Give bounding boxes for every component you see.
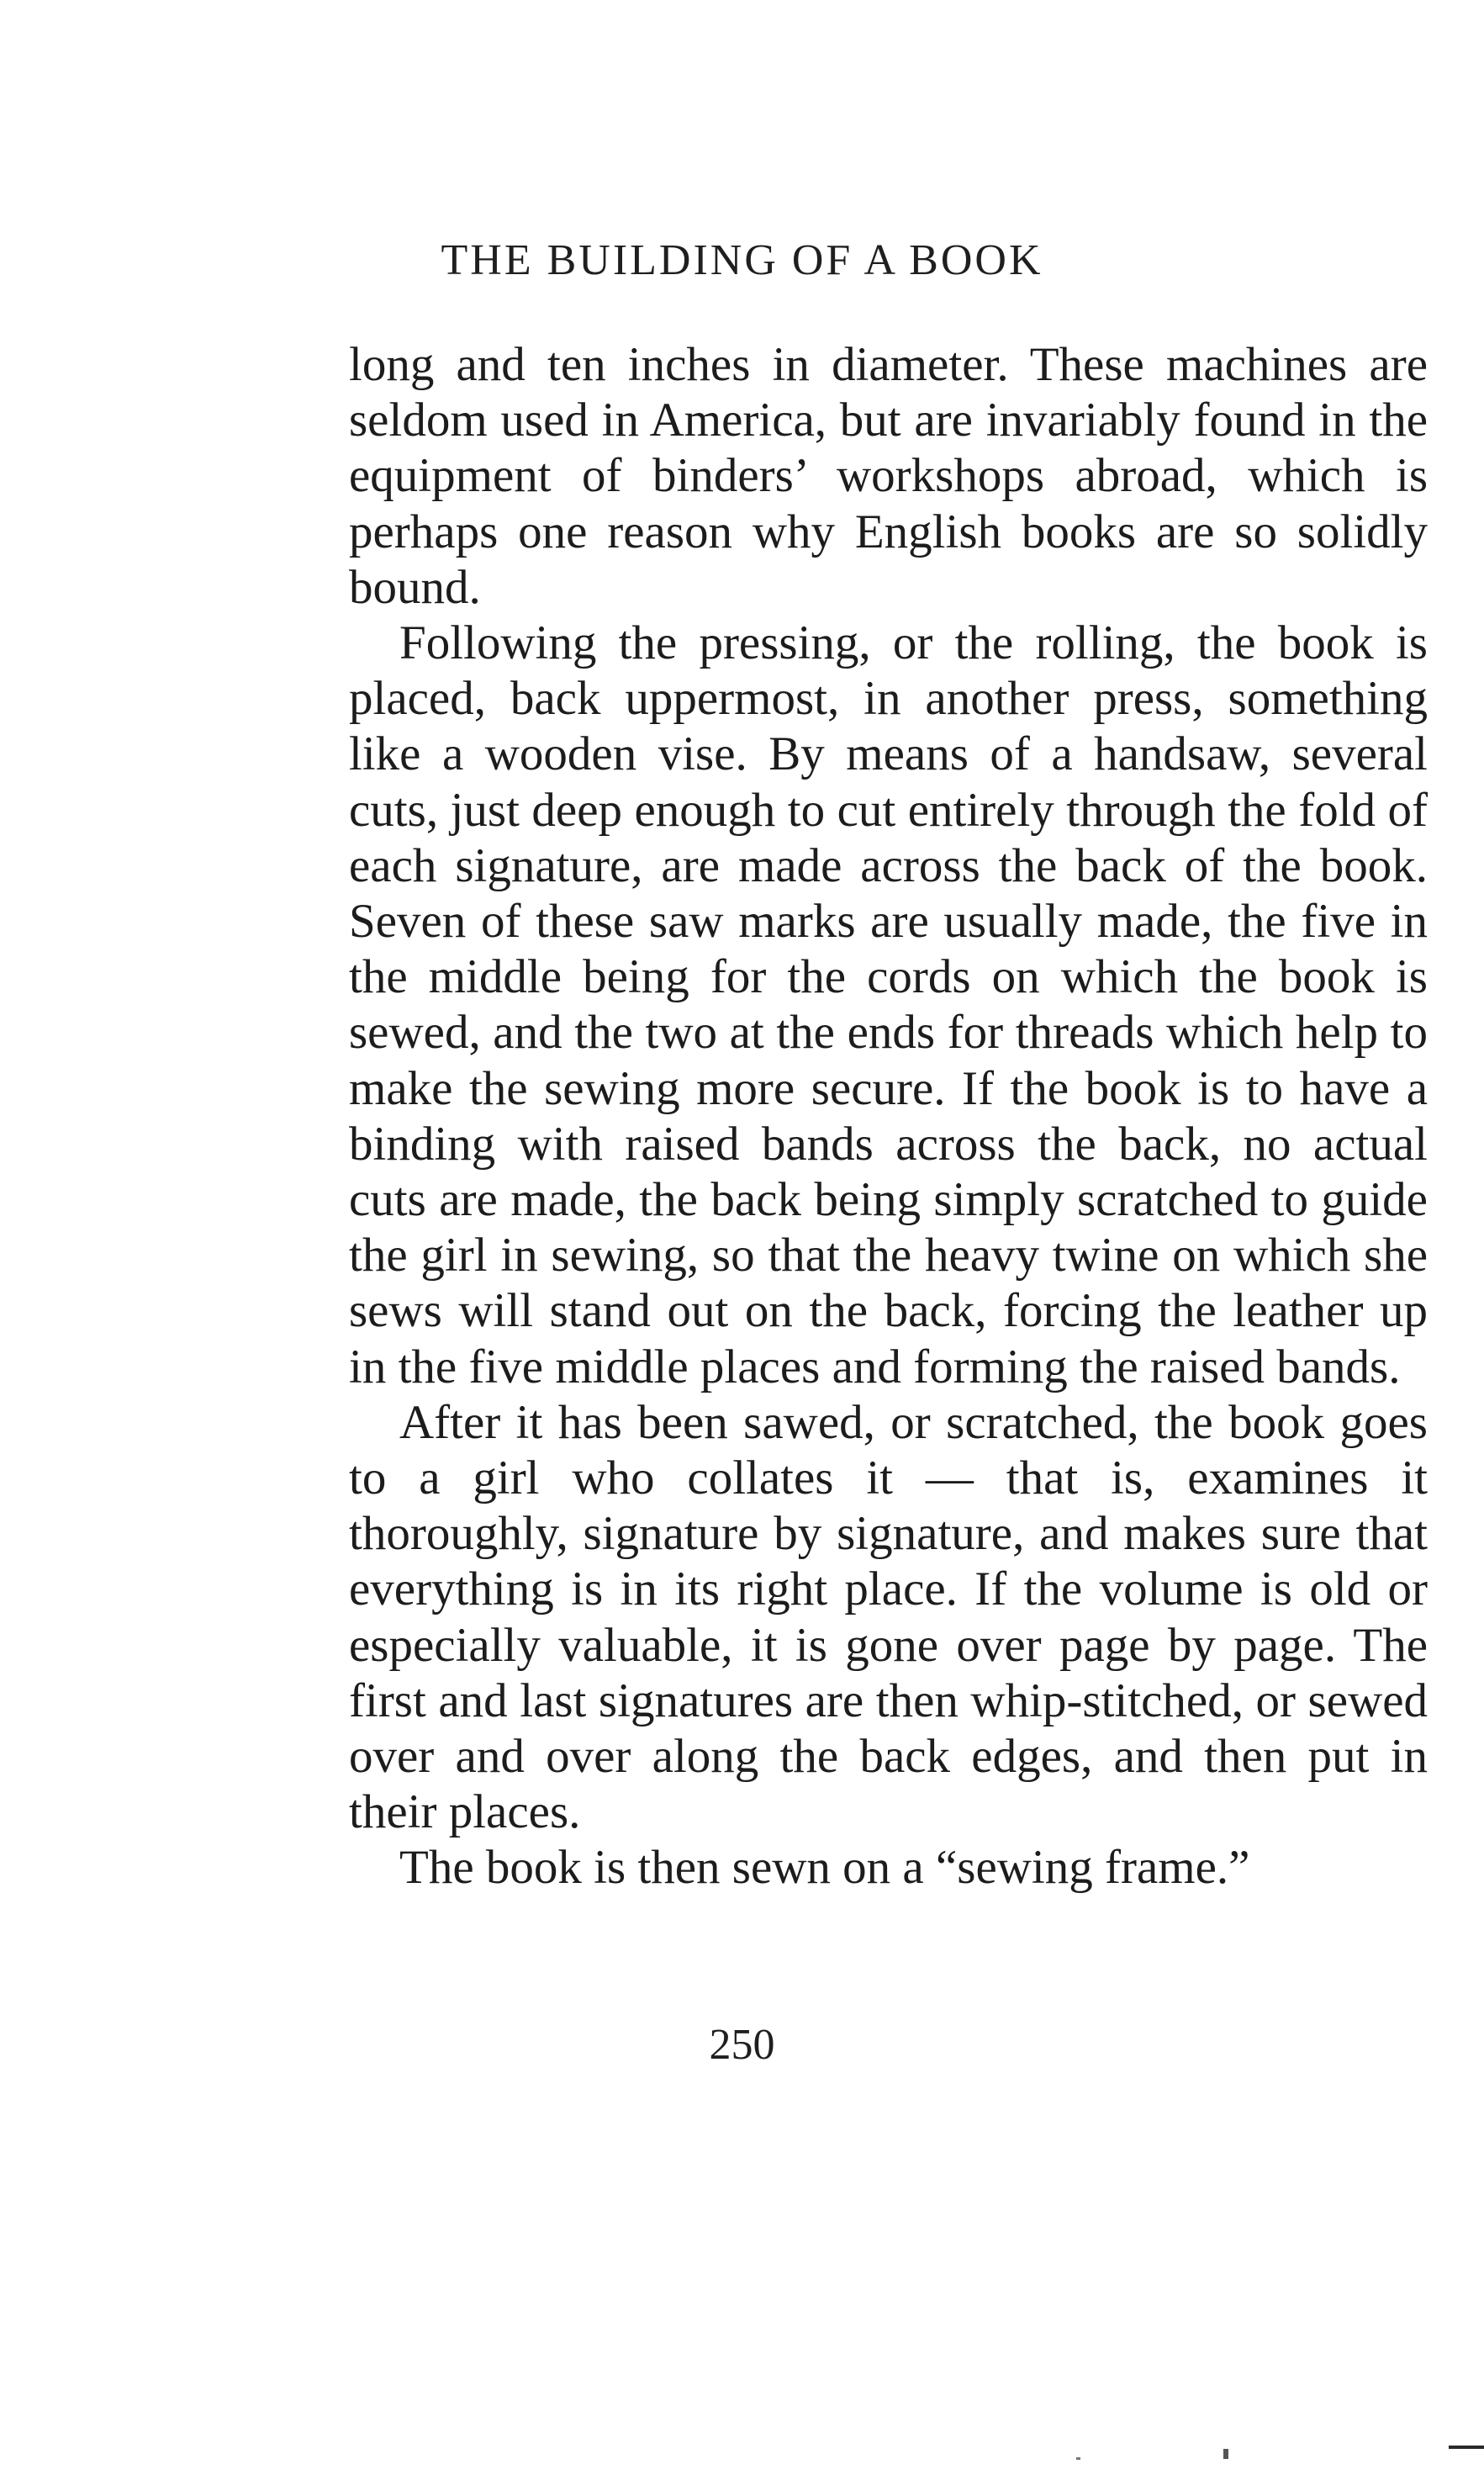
paragraph: The book is then sewn on a “sewing frame.” <box>399 1841 1250 1895</box>
page-number: 250 <box>709 2021 775 2069</box>
scan-artifact <box>1076 2457 1080 2460</box>
body-text <box>349 337 1428 1896</box>
paragraph-continued: long and ten inches in diameter. These machines are seldom used in America, but are invariably found in the equipment of binders’ workshops abroad, which is perhaps one reason why English books are so solidly bound. <box>349 338 1428 614</box>
scan-artifact <box>1223 2449 1228 2459</box>
paragraph: After it has been sawed, or scratched, the book goes to a girl who collates it — that is, examines it thoroughly, signature by signature, and makes sure that everything is in its right place. If the volume is old or especially valuable, it is gone over page by page. The first and last signatures are then whip-stitched, or sewed over and over along the back edges, and then put in their places. <box>349 1395 1428 1839</box>
running-head: THE BUILDING OF A BOOK <box>441 236 1043 284</box>
scan-artifact <box>1449 2446 1484 2449</box>
paragraph: Following the pressing, or the rolling, the book is placed, back uppermost, in another press, something like a wooden vise. By means of a handsaw, several cuts, just deep enough to cut entirely through the fold of each signature, are made across the back of the book. Seven of these saw marks are usually made, the five in the middle being for the cords on which the book is sewed, and the two at the ends for threads which help to make the sewing more secure. If the book is to have a binding with raised bands across the back, no actual cuts are made, the back being simply scratched to guide the girl in sewing, so that the heavy twine on which she sews will stand out on the back, forcing the leather up in the five middle places and forming the raised bands. <box>349 616 1428 1393</box>
